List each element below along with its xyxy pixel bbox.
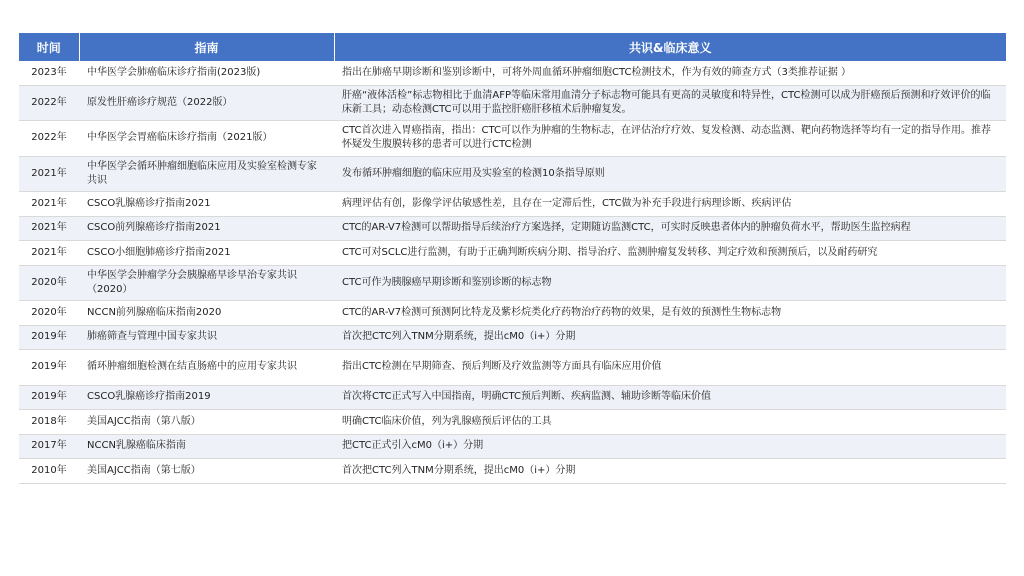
cell-significance: 病理评估有创，影像学评估敏感性差，且存在一定滞后性，CTC做为补充手段进行病理诊断、疾病评估 [334, 192, 1006, 217]
table-row [19, 325, 1006, 350]
cell-guide: 美国AJCC指南（第八版） [79, 410, 334, 435]
guidelines-table [19, 33, 1006, 484]
cell-guide: NCCN乳腺癌临床指南 [79, 434, 334, 459]
cell-time: 2022年 [19, 85, 79, 121]
cell-significance: 明确CTC临床价值，列为乳腺癌预后评估的工具 [334, 410, 1006, 435]
cell-guide: 中华医学会循环肿瘤细胞临床应用及实验室检测专家共识 [79, 156, 334, 192]
table-row [19, 459, 1006, 484]
cell-significance: 首次将CTC正式写入中国指南，明确CTC预后判断、疾病监测、辅助诊断等临床价值 [334, 385, 1006, 410]
cell-time: 2019年 [19, 350, 79, 386]
cell-significance: CTC的AR-V7检测可预测阿比特龙及紫杉烷类化疗药物治疗药物的效果，是有效的预测性生物标志物 [334, 301, 1006, 326]
table-row [19, 410, 1006, 435]
header-time: 时间 [19, 33, 79, 61]
cell-time: 2017年 [19, 434, 79, 459]
cell-significance: CTC可作为胰腺癌早期诊断和鉴别诊断的标志物 [334, 265, 1006, 301]
cell-guide: 中华医学会肺癌临床诊疗指南(2023版) [79, 61, 334, 85]
cell-time: 2021年 [19, 156, 79, 192]
table-row [19, 61, 1006, 85]
cell-guide: 中华医学会胃癌临床诊疗指南（2021版） [79, 121, 334, 157]
cell-significance: 指出CTC检测在早期筛查、预后判断及疗效监测等方面具有临床应用价值 [334, 350, 1006, 386]
table-row [19, 156, 1006, 192]
header-guide: 指南 [79, 33, 334, 61]
cell-time: 2018年 [19, 410, 79, 435]
cell-significance: 指出在肺癌早期诊断和鉴别诊断中，可将外周血循环肿瘤细胞CTC检测技术，作为有效的筛查方式（3类推荐证据 ） [334, 61, 1006, 85]
header-significance: 共识&临床意义 [334, 33, 1006, 61]
table-row [19, 241, 1006, 266]
guidelines-table-container [19, 33, 1006, 484]
table-row [19, 121, 1006, 157]
cell-significance: 肝癌“液体活检”标志物相比于血清AFP等临床常用血清分子标志物可能具有更高的灵敏度和特异性，CTC检测可以成为肝癌预后预测和疗效评价的临床新工具；动态检测CTC可以用于监控肝癌肝移植术后肿瘤复发。 [334, 85, 1006, 121]
cell-time: 2020年 [19, 265, 79, 301]
cell-time: 2021年 [19, 192, 79, 217]
cell-time: 2010年 [19, 459, 79, 484]
cell-guide: 原发性肝癌诊疗规范（2022版） [79, 85, 334, 121]
cell-time: 2020年 [19, 301, 79, 326]
table-row [19, 265, 1006, 301]
table-row [19, 85, 1006, 121]
cell-guide: CSCO小细胞肺癌诊疗指南2021 [79, 241, 334, 266]
cell-significance: 首次把CTC列入TNM分期系统，提出cM0（i+）分期 [334, 325, 1006, 350]
cell-guide: CSCO前列腺癌诊疗指南2021 [79, 216, 334, 241]
cell-significance: CTC的AR-V7检测可以帮助指导后续治疗方案选择，定期随访监测CTC，可实时反映患者体内的肿瘤负荷水平，帮助医生监控病程 [334, 216, 1006, 241]
cell-guide: 肺癌筛查与管理中国专家共识 [79, 325, 334, 350]
cell-time: 2019年 [19, 325, 79, 350]
cell-guide: 中华医学会肿瘤学分会胰腺癌早诊早治专家共识（2020） [79, 265, 334, 301]
table-row [19, 216, 1006, 241]
cell-time: 2023年 [19, 61, 79, 85]
table-row [19, 385, 1006, 410]
table-row [19, 350, 1006, 386]
cell-significance: 把CTC正式引入cM0（i+）分期 [334, 434, 1006, 459]
cell-guide: CSCO乳腺癌诊疗指南2019 [79, 385, 334, 410]
cell-guide: 美国AJCC指南（第七版） [79, 459, 334, 484]
cell-guide: 循环肿瘤细胞检测在结直肠癌中的应用专家共识 [79, 350, 334, 386]
table-row [19, 434, 1006, 459]
cell-time: 2022年 [19, 121, 79, 157]
cell-time: 2021年 [19, 216, 79, 241]
cell-significance: 首次把CTC列入TNM分期系统，提出cM0（i+）分期 [334, 459, 1006, 484]
cell-significance: 发布循环肿瘤细胞的临床应用及实验室的检测10条指导原则 [334, 156, 1006, 192]
table-row [19, 192, 1006, 217]
cell-significance: CTC首次进入胃癌指南，指出：CTC可以作为肿瘤的生物标志，在评估治疗疗效、复发检测、动态监测、靶向药物选择等均有一定的指导作用。推荐怀疑发生腹膜转移的患者可以进行CTC检测 [334, 121, 1006, 157]
table-row [19, 301, 1006, 326]
table-header-row [19, 33, 1006, 61]
cell-guide: CSCO乳腺癌诊疗指南2021 [79, 192, 334, 217]
cell-time: 2019年 [19, 385, 79, 410]
cell-time: 2021年 [19, 241, 79, 266]
cell-significance: CTC可对SCLC进行监测，有助于正确判断疾病分期、指导治疗、监测肿瘤复发转移、判定疗效和预测预后，以及耐药研究 [334, 241, 1006, 266]
cell-guide: NCCN前列腺癌临床指南2020 [79, 301, 334, 326]
